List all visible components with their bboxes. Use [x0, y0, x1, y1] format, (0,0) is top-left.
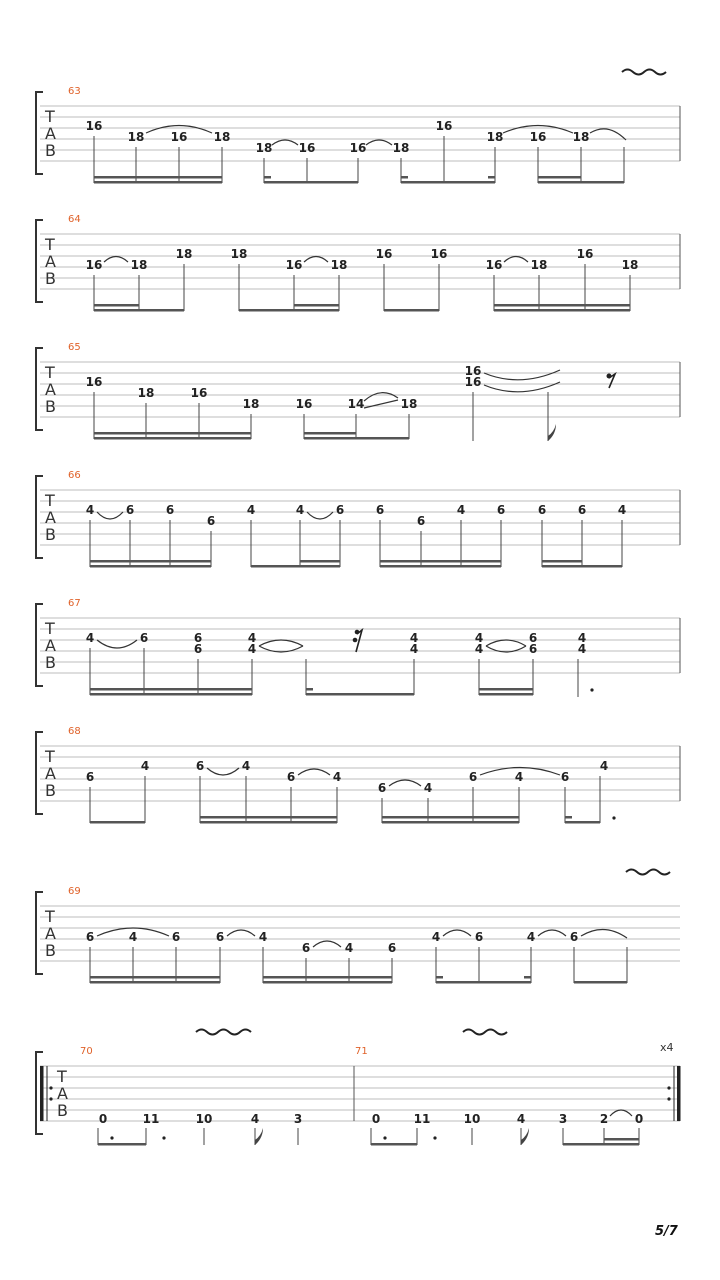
sixteenth-rest — [353, 630, 362, 652]
tab-label-t: T — [45, 235, 55, 254]
fret-number: 4 — [344, 941, 354, 955]
measure-number: 70 — [80, 1046, 93, 1057]
tab-label-b: B — [45, 525, 56, 544]
system-measure-63 — [36, 70, 680, 184]
note-stems — [98, 1128, 639, 1145]
fret-number: 6 — [560, 770, 570, 784]
fret-number: 11 — [142, 1112, 160, 1126]
tab-label-b: B — [57, 1101, 68, 1120]
fret-number: 6 — [335, 503, 345, 517]
fret-number: 6 — [569, 930, 579, 944]
fret-number: 18 — [127, 130, 145, 144]
tab-label-a: A — [45, 764, 56, 783]
fret-number: 4 — [423, 781, 433, 795]
fret-number: 4 — [250, 1112, 260, 1126]
fret-number: 16 — [285, 258, 303, 272]
fret-number: 4 — [332, 770, 342, 784]
fret-number: 14 — [347, 397, 365, 411]
beams — [98, 1138, 639, 1146]
tab-label-t: T — [45, 107, 55, 126]
vibrato-mark — [463, 1030, 507, 1035]
fret-number: 6 — [468, 770, 478, 784]
fret-number: 16 — [190, 386, 208, 400]
vibrato-mark — [196, 1030, 251, 1035]
tab-label-t: T — [45, 363, 55, 382]
repeat-end — [667, 1066, 680, 1121]
fret-number: 18 — [330, 258, 348, 272]
tab-label-b: B — [45, 141, 56, 160]
fret-number: 4 — [128, 930, 138, 944]
fret-number: 6 — [377, 781, 387, 795]
system-measure-69 — [36, 870, 680, 984]
tab-label-t: T — [45, 907, 55, 926]
fret-number: 18 — [137, 386, 155, 400]
note-stems — [90, 776, 600, 823]
fret-number: 16 — [298, 141, 316, 155]
vibrato-mark — [622, 70, 666, 75]
repeat-count: x4 — [660, 1041, 674, 1054]
fret-number: 4 — [617, 503, 627, 517]
fret-number: 0 — [371, 1112, 381, 1126]
system-measure-66 — [36, 470, 680, 568]
fret-number: 6 — [193, 631, 203, 645]
fret-number: 10 — [195, 1112, 213, 1126]
fret-number: 10 — [463, 1112, 481, 1126]
fret-number: 18 — [486, 130, 504, 144]
tab-label-t: T — [57, 1067, 67, 1086]
fret-number: 6 — [215, 930, 225, 944]
system-measure-67 — [36, 598, 680, 697]
fret-number: 0 — [634, 1112, 644, 1126]
fret-number: 4 — [577, 631, 587, 645]
fret-number: 16 — [485, 258, 503, 272]
note-stems — [94, 264, 630, 311]
fret-number: 4 — [409, 631, 419, 645]
tab-label-t: T — [45, 619, 55, 638]
fret-number: 4 — [246, 503, 256, 517]
fret-number: 18 — [392, 141, 410, 155]
fret-number: 6 — [375, 503, 385, 517]
beams — [90, 688, 533, 696]
tab-label-b: B — [45, 269, 56, 288]
measure-number: 66 — [68, 470, 81, 481]
beams — [90, 816, 600, 824]
fret-number: 6 — [416, 514, 426, 528]
fret-number: 4 — [85, 631, 95, 645]
fret-number: 6 — [171, 930, 181, 944]
tab-label-a: A — [45, 252, 56, 271]
fret-number: 4 — [599, 759, 609, 773]
note-stems — [90, 520, 622, 567]
tab-label-a: A — [45, 924, 56, 943]
fret-number: 4 — [247, 642, 257, 656]
fret-number: 18 — [130, 258, 148, 272]
fret-number: 4 — [409, 642, 419, 656]
fret-number: 16 — [375, 247, 393, 261]
eighth-note-flag — [521, 1128, 529, 1145]
fret-number: 16 — [295, 397, 313, 411]
repeat-start — [40, 1066, 53, 1121]
fret-number: 6 — [387, 941, 397, 955]
tab-label-b: B — [45, 941, 56, 960]
eighth-note-flag — [548, 424, 556, 441]
fret-number: 4 — [456, 503, 466, 517]
dotted-note-dot — [590, 688, 593, 691]
tab-label-t: T — [45, 747, 55, 766]
fret-number: 6 — [206, 514, 216, 528]
fret-number: 16 — [435, 119, 453, 133]
fret-number: 6 — [496, 503, 506, 517]
fret-number: 11 — [413, 1112, 431, 1126]
fret-number: 16 — [349, 141, 367, 155]
fret-number: 16 — [464, 364, 482, 378]
measure-number: 68 — [68, 726, 81, 737]
fret-number: 6 — [537, 503, 547, 517]
fret-number: 18 — [175, 247, 193, 261]
fret-number: 18 — [621, 258, 639, 272]
tab-label-a: A — [45, 380, 56, 399]
fret-number: 16 — [170, 130, 188, 144]
fret-number: 6 — [577, 503, 587, 517]
system-measure-65 — [36, 342, 680, 441]
tab-label-a: A — [57, 1084, 68, 1103]
fret-number: 2 — [599, 1112, 609, 1126]
dotted-note-dots — [110, 1136, 436, 1139]
beams — [90, 976, 627, 984]
tab-label-t: T — [45, 491, 55, 510]
measure-number: 67 — [68, 598, 81, 609]
fret-number: 4 — [85, 503, 95, 517]
page-number: 5/7 — [655, 1224, 678, 1239]
fret-number: 3 — [558, 1112, 568, 1126]
beams — [94, 176, 624, 184]
fret-number: 4 — [516, 1112, 526, 1126]
tab-label-b: B — [45, 781, 56, 800]
measure-number: 64 — [68, 214, 81, 225]
measure-number: 71 — [355, 1046, 368, 1057]
fret-number: 16 — [430, 247, 448, 261]
fret-number: 4 — [295, 503, 305, 517]
fret-number: 6 — [139, 631, 149, 645]
tab-label-a: A — [45, 636, 56, 655]
measure-number: 65 — [68, 342, 81, 353]
dotted-note-dot — [612, 816, 615, 819]
fret-number: 18 — [242, 397, 260, 411]
fret-number: 18 — [400, 397, 418, 411]
beams — [94, 304, 630, 312]
fret-number: 18 — [255, 141, 273, 155]
tab-label-b: B — [45, 397, 56, 416]
fret-number: 6 — [85, 930, 95, 944]
fret-number: 4 — [431, 930, 441, 944]
system-measure-68 — [36, 726, 680, 824]
fret-number: 6 — [528, 642, 538, 656]
eighth-note-flag — [255, 1128, 263, 1145]
fret-number: 6 — [125, 503, 135, 517]
fret-number: 16 — [576, 247, 594, 261]
fret-number: 4 — [474, 631, 484, 645]
fret-number: 16 — [529, 130, 547, 144]
fret-number: 4 — [258, 930, 268, 944]
fret-number: 6 — [165, 503, 175, 517]
fret-number: 4 — [474, 642, 484, 656]
fret-number: 16 — [85, 119, 103, 133]
fret-number: 6 — [85, 770, 95, 784]
fret-number: 18 — [530, 258, 548, 272]
fret-number: 3 — [293, 1112, 303, 1126]
fret-number: 4 — [526, 930, 536, 944]
fret-number: 6 — [195, 759, 205, 773]
fret-number: 0 — [98, 1112, 108, 1126]
fret-number: 4 — [247, 631, 257, 645]
tab-label-b: B — [45, 653, 56, 672]
fret-number: 18 — [213, 130, 231, 144]
vibrato-mark — [626, 870, 670, 875]
fret-number: 16 — [464, 375, 482, 389]
slur-marks — [364, 370, 560, 408]
fret-number: 6 — [301, 941, 311, 955]
system-measures-70-71 — [36, 1030, 681, 1146]
fret-number: 18 — [230, 247, 248, 261]
tab-label-a: A — [45, 508, 56, 527]
system-measure-64 — [36, 214, 680, 312]
fret-number: 16 — [85, 375, 103, 389]
fret-number: 6 — [528, 631, 538, 645]
fret-number: 4 — [241, 759, 251, 773]
measure-number: 63 — [68, 86, 81, 97]
tab-label-a: A — [45, 124, 56, 143]
slur-marks — [97, 640, 526, 652]
fret-number: 16 — [85, 258, 103, 272]
fret-number: 6 — [474, 930, 484, 944]
fret-number: 4 — [140, 759, 150, 773]
slur-mark — [610, 1110, 632, 1116]
fret-number: 4 — [514, 770, 524, 784]
measure-number: 69 — [68, 886, 81, 897]
fret-number: 6 — [286, 770, 296, 784]
slur-marks — [104, 257, 528, 263]
eighth-rest — [607, 374, 616, 389]
fret-number: 18 — [572, 130, 590, 144]
fret-number: 4 — [577, 642, 587, 656]
fret-number: 6 — [193, 642, 203, 656]
